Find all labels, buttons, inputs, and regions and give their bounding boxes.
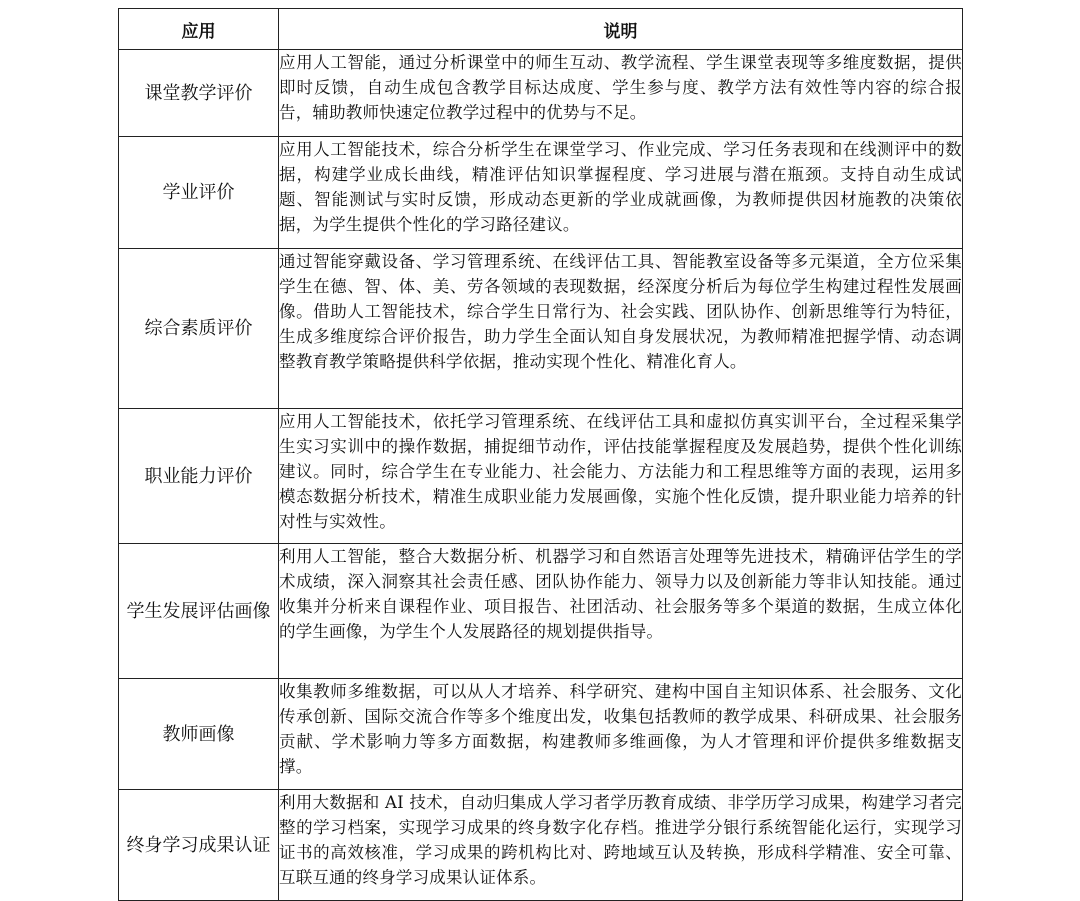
column-header-description: 说明 <box>279 9 963 50</box>
table-row <box>119 409 963 544</box>
description-cell: 收集教师多维数据，可以从人才培养、科学研究、建构中国自主知识体系、社会服务、文化传承创新、国际交流合作等多个维度出发，收集包括教师的教学成果、科研成果、社会服务贡献、学术影响力等多方面数据，构建教师多维画像，为人才管理和评价提供多维数据支撑。 <box>279 679 963 790</box>
application-cell: 学生发展评估画像 <box>119 544 279 679</box>
table-row <box>119 544 963 679</box>
description-cell: 利用大数据和 AI 技术，自动归集成人学习者学历教育成绩、非学历学习成果，构建学习者完整的学习档案，实现学习成果的终身数字化存档。推进学分银行系统智能化运行，实现学习证书的高效核准，学习成果的跨机构比对、跨地域互认及转换，形成科学精准、安全可靠、互联互通的终身学习成果认证体系。 <box>279 790 963 901</box>
column-header-application: 应用 <box>119 9 279 50</box>
application-cell: 教师画像 <box>119 679 279 790</box>
description-cell: 利用人工智能，整合大数据分析、机器学习和自然语言处理等先进技术，精确评估学生的学术成绩，深入洞察其社会责任感、团队协作能力、领导力以及创新能力等非认知技能。通过收集并分析来自课程作业、项目报告、社团活动、社会服务等多个渠道的数据，生成立体化的学生画像，为学生个人发展路径的规划提供指导。 <box>279 544 963 679</box>
table-header-row <box>119 9 963 50</box>
description-cell: 应用人工智能技术，依托学习管理系统、在线评估工具和虚拟仿真实训平台，全过程采集学生实习实训中的操作数据，捕捉细节动作，评估技能掌握程度及发展趋势，提供个性化训练建议。同时，综合学生在专业能力、社会能力、方法能力和工程思维等方面的表现，运用多模态数据分析技术，精准生成职业能力发展画像，实施个性化反馈，提升职业能力培养的针对性与实效性。 <box>279 409 963 544</box>
table-row <box>119 50 963 137</box>
application-cell: 学业评价 <box>119 137 279 249</box>
description-cell: 应用人工智能技术，综合分析学生在课堂学习、作业完成、学习任务表现和在线测评中的数据，构建学业成长曲线，精准评估知识掌握程度、学习进展与潜在瓶颈。支持自动生成试题、智能测试与实时反馈，形成动态更新的学业成就画像，为教师提供因材施教的决策依据，为学生提供个性化的学习路径建议。 <box>279 137 963 249</box>
table-row <box>119 790 963 901</box>
table-row <box>119 679 963 790</box>
table-row <box>119 137 963 249</box>
description-cell: 通过智能穿戴设备、学习管理系统、在线评估工具、智能教室设备等多元渠道，全方位采集学生在德、智、体、美、劳各领域的表现数据，经深度分析后为每位学生构建过程性发展画像。借助人工智能技术，综合学生日常行为、社会实践、团队协作、创新思维等行为特征，生成多维度综合评价报告，助力学生全面认知自身发展状况，为教师精准把握学情、动态调整教育教学策略提供科学依据，推动实现个性化、精准化育人。 <box>279 249 963 409</box>
description-cell: 应用人工智能，通过分析课堂中的师生互动、教学流程、学生课堂表现等多维度数据，提供即时反馈，自动生成包含教学目标达成度、学生参与度、教学方法有效性等内容的综合报告，辅助教师快速定位教学过程中的优势与不足。 <box>279 50 963 137</box>
table-row <box>119 249 963 409</box>
application-cell: 终身学习成果认证 <box>119 790 279 901</box>
ai-evaluation-table <box>118 8 963 901</box>
application-cell: 综合素质评价 <box>119 249 279 409</box>
application-cell: 职业能力评价 <box>119 409 279 544</box>
application-cell: 课堂教学评价 <box>119 50 279 137</box>
